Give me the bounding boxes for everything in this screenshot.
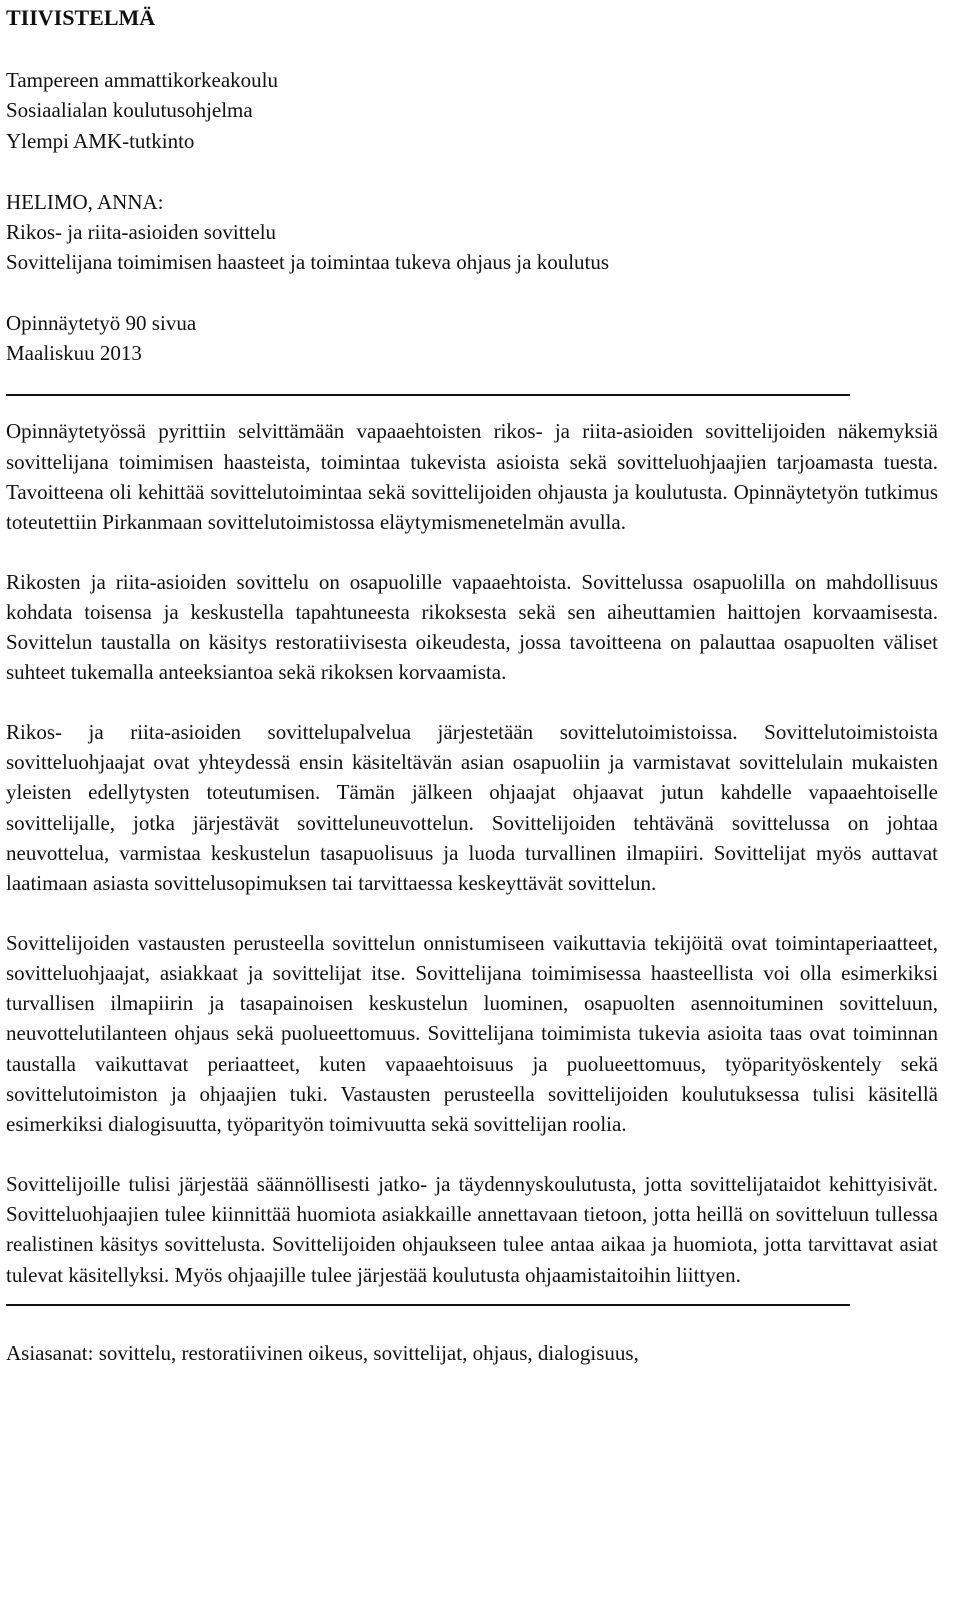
thesis-date: Maaliskuu 2013	[6, 341, 142, 366]
author-block	[6, 187, 938, 278]
programme-name: Sosiaalialan koulutusohjelma	[6, 98, 253, 123]
thesis-title: Rikos- ja riita-asioiden sovittelu	[6, 220, 277, 245]
abstract-body	[6, 416, 938, 1289]
abstract-paragraph-5: Sovittelijoille tulisi järjestää säännöllisesti jatko- ja täydennyskoulutusta, jotta sovittelijataidot kehittyisivät. Sovitteluohjaajien tulee kiinnittää huomiota asiakkaille annettavaan tietoon, jotta heillä on sovitteluun tullessa realistinen käsitys sovittelusta. Sovittelijoiden ohjaukseen tulee antaa aikaa ja huomiota, jotta tarvittavat asiat tulevat käsitellyksi. Myös ohjaajille tulee järjestää koulutusta ohjaamistaitoihin liittyen.	[6, 1171, 938, 1287]
abstract-paragraph-1: Opinnäytetyössä pyrittiin selvittämään vapaaehtoisten rikos- ja riita-asioiden sovittelijoiden näkemyksiä sovittelijana toimimisen haasteista, toimintaa tukevista asioista sekä sovitteluohjaajien tarjoamasta tuesta. Tavoitteena oli kehittää sovittelutoimintaa sekä sovittelijoiden ohjausta ja koulutusta. Opinnäytetyön tutkimus toteutettiin Pirkanmaan sovittelutoimistossa eläytymismenetelmän avulla.	[6, 419, 938, 535]
keywords-line: Asiasanat: sovittelu, restoratiivinen oikeus, sovittelijat, ohjaus, dialogisuus,	[6, 1340, 639, 1365]
degree-name: Ylempi AMK-tutkinto	[6, 128, 195, 153]
bottom-divider	[6, 1304, 850, 1306]
school-name: Tampereen ammattikorkeakoulu	[6, 68, 279, 92]
abstract-paragraph-2: Rikosten ja riita-asioiden sovittelu on osapuolille vapaaehtoista. Sovittelussa osapuolilla on mahdollisuus kohdata toisensa ja keskustella tapahtuneesta rikoksesta sekä sen aiheuttamien haittojen korvaamisesta. Sovittelun taustalla on käsitys restoratiivisesta oikeudesta, jossa tavoitteena on palauttaa osapuolten väliset suhteet tukemalla anteeksiantoa sekä rikoksen korvaamista.	[6, 569, 938, 685]
page-title: TIIVISTELMÄ	[6, 5, 156, 30]
page-count: Opinnäytetyö 90 sivua	[6, 310, 197, 335]
abstract-paragraph-4: Sovittelijoiden vastausten perusteella sovittelun onnistumiseen vaikuttavia tekijöitä ovat toimintaperiaatteet, sovitteluohjaajat, asiakkaat ja sovittelijat itse. Sovittelijana toimimisessa haasteellista voi olla esimerkiksi turvallisen ilmapiirin ja tasapainoisen keskustelun luominen, osapuolten asennoituminen sovitteluun, neuvottelutilanteen ohjaus sekä puolueettomuus. Sovittelijana toimimista tukevia asioita taas ovat toiminnan taustalla vaikuttavat periaatteet, kuten vapaaehtoisuus ja puolueettomuus, työparityöskentely sekä sovittelutoimiston ja ohjaajien tuki. Vastausten perusteella sovittelijoiden koulutuksessa tulisi käsitellä esimerkiksi dialogisuutta, työparityön toimivuutta sekä sovittelijan roolia.	[6, 930, 938, 1137]
author-name: HELIMO, ANNA:	[6, 189, 164, 214]
thesis-subtitle: Sovittelijana toimimisen haasteet ja toimintaa tukeva ohjaus ja koulutus	[6, 250, 610, 275]
thesis-info-block	[6, 308, 938, 369]
institution-block	[6, 65, 938, 156]
document-page	[6, 0, 938, 1368]
top-divider	[6, 394, 850, 396]
abstract-paragraph-3: Rikos- ja riita-asioiden sovittelupalvelua järjestetään sovittelutoimistoissa. Sovittelutoimistoista sovitteluohjaajat ovat yhteydessä ensin käsiteltävän asian osapuoliin ja varmistavat sovittelulain mukaisten yleisten edellytysten toteutumisen. Tämän jälkeen ohjaajat ohjaavat jutun kahdelle vapaaehtoiselle sovittelijalle, jotka järjestävät sovitteluneuvottelun. Sovittelijoiden tehtävänä sovittelussa on johtaa neuvottelua, varmistaa keskustelun tasapuolisuus ja luoda turvallinen ilmapiiri. Sovittelijat myös auttavat laatimaan asiasta sovittelusopimuksen tai tarvittaessa keskeyttävät sovittelun.	[6, 719, 938, 896]
